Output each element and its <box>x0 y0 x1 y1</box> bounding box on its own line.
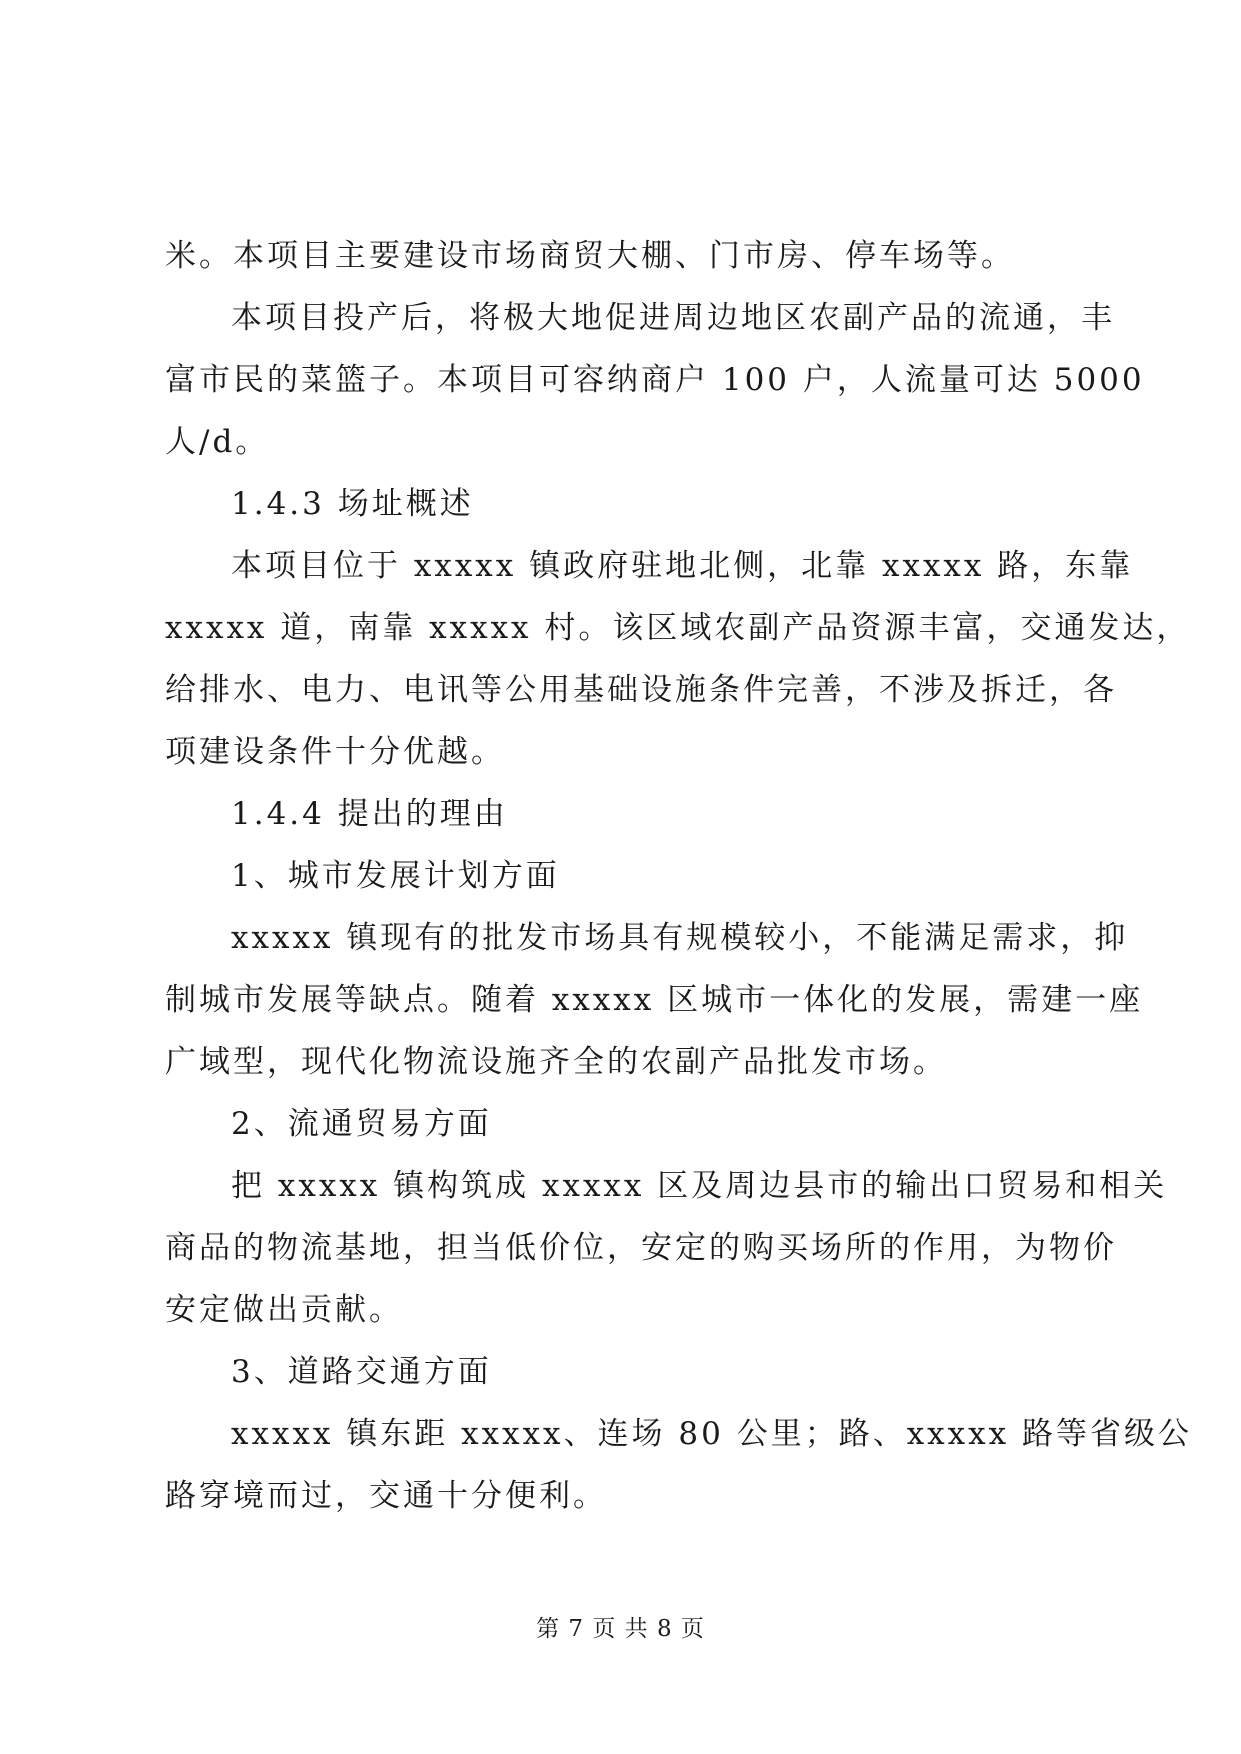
section-heading-1-4-3: 1.4.3 场址概述 <box>231 486 474 522</box>
text-line: 制城市发展等缺点。随着 xxxxx 区城市一体化的发展，需建一座 <box>165 982 1144 1018</box>
text-line: 项建设条件十分优越。 <box>165 734 505 770</box>
paragraph-start-line: 本项目位于 xxxxx 镇政府驻地北侧，北靠 xxxxx 路，东靠 <box>231 548 1134 584</box>
paragraph-start-line: xxxxx 镇现有的批发市场具有规模较小，不能满足需求，抑 <box>231 920 1129 956</box>
page-footer: 第 7 页 共 8 页 <box>536 1616 705 1642</box>
subheading-road-traffic: 3、道路交通方面 <box>231 1354 492 1390</box>
text-line: 广域型，现代化物流设施齐全的农副产品批发市场。 <box>165 1044 947 1080</box>
paragraph-start-line: xxxxx 镇东距 xxxxx、连场 80 公里；路、xxxxx 路等省级公 <box>231 1416 1192 1452</box>
subheading-city-development: 1、城市发展计划方面 <box>231 858 560 894</box>
text-line: 给排水、电力、电讯等公用基础设施条件完善，不涉及拆迁，各 <box>165 672 1117 708</box>
text-line: 路穿境而过，交通十分便利。 <box>165 1478 607 1514</box>
text-line: 商品的物流基地，担当低价位，安定的购买场所的作用，为物价 <box>165 1230 1117 1266</box>
text-line: 人/d。 <box>165 424 270 460</box>
paragraph-start-line: 本项目投产后，将极大地促进周边地区农副产品的流通，丰 <box>231 300 1115 336</box>
text-line: 安定做出贡献。 <box>165 1292 403 1328</box>
section-heading-1-4-4: 1.4.4 提出的理由 <box>231 796 508 832</box>
document-body <box>165 225 1192 1527</box>
subheading-trade: 2、流通贸易方面 <box>231 1106 492 1142</box>
text-line: 富市民的菜篮子。本项目可容纳商户 100 户，人流量可达 5000 <box>165 362 1145 398</box>
text-line: 米。本项目主要建设市场商贸大棚、门市房、停车场等。 <box>165 238 1015 274</box>
paragraph-start-line: 把 xxxxx 镇构筑成 xxxxx 区及周边县市的输出口贸易和相关 <box>231 1168 1168 1204</box>
text-line: xxxxx 道，南靠 xxxxx 村。该区域农副产品资源丰富，交通发达， <box>165 610 1191 646</box>
